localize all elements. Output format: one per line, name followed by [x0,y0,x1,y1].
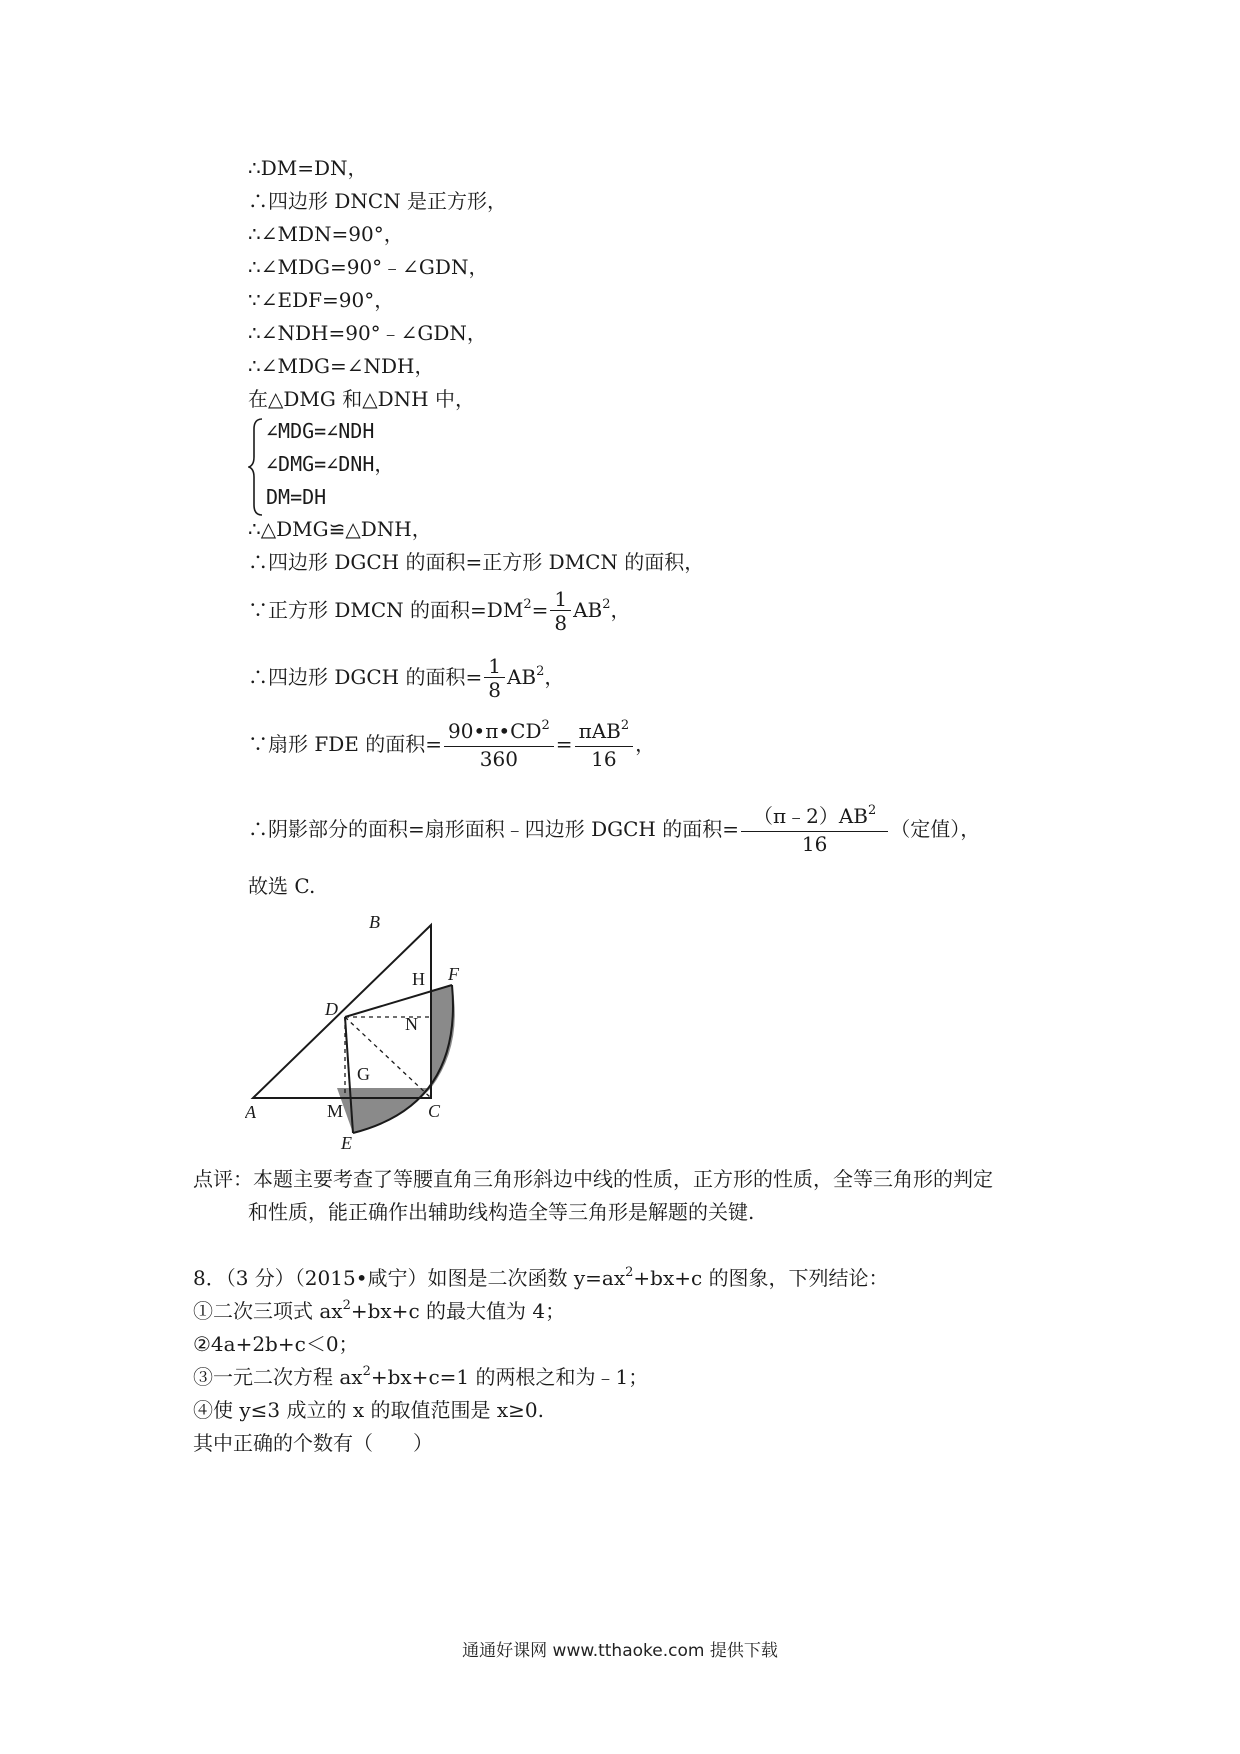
question-8-option-1: ①二次三项式 $ax^2+bx+c$ 的最大值为 4； [193,1298,566,1323]
solution-line-1: ∴DM=DN， [248,156,368,180]
label-a: A [245,1102,256,1122]
sector-area-line: ∵扇形 FDE 的面积= $\frac{90•\pi•CD^2}{360}$ = $\frac{\pi AB^2}{16}$ ， [248,718,656,771]
area-equal-line: ∴四边形 DGCH 的面积=正方形 DMCN 的面积， [248,550,705,574]
answer-line: 故选 C. [248,874,316,898]
solution-line-8: 在△DMG 和△DNH 中， [248,387,475,411]
equation-system [248,415,508,515]
left-brace [248,417,264,517]
fraction-sector-2: $\frac{\pi AB^2}{16}$ [575,720,634,771]
system-eq-2: ∠DMG=∠DNH， [266,452,395,476]
question-8-ask: 其中正确的个数有（ ） [193,1431,433,1455]
geometry-figure [245,905,485,1150]
question-8-stem: 8．（3 分）（2015•咸宁）如图是二次函数 $y=ax^2+bx+c$ 的图象，下列结论： [193,1265,889,1290]
question-8-option-4: ④使 y≤3 成立的 x 的取值范围是 x≥0. [193,1398,544,1422]
question-8-option-3: ③一元二次方程 $ax^2+bx+c=1$ 的两根之和为﹣1； [193,1364,649,1389]
question-8-option-2: ②4a+2b+c＜0； [193,1332,359,1356]
page-footer: 通通好课网 www.tthaoke.com 提供下载 [462,1641,778,1661]
fraction-one-eighth: $\frac{1}{8}$ [550,588,571,635]
label-c: C [428,1101,441,1121]
system-eq-3: DM=DH [266,485,327,509]
label-h: H [412,969,425,989]
fraction-shaded: $\frac{(\pi﹣2)AB^2}{16}$ [741,805,888,856]
solution-line-6: ∴∠NDH=90°﹣∠GDN， [248,321,487,345]
fraction-sector-1: $\frac{90•\pi•CD^2}{360}$ [444,720,554,771]
comment-line-1: 点评：本题主要考查了等腰直角三角形斜边中线的性质，正方形的性质，全等三角形的判定 [193,1167,993,1191]
label-e: E [341,1133,352,1150]
solution-line-5: ∵∠EDF=90°， [248,288,395,312]
solution-line-7: ∴∠MDG=∠NDH， [248,354,435,378]
congruent-line: ∴△DMG≌△DNH， [248,517,432,541]
segment-dc [345,1017,431,1098]
solution-line-3: ∴∠MDN=90°， [248,222,404,246]
fraction-one-eighth-2: $\frac{1}{8}$ [484,655,505,702]
label-b: B [369,912,380,932]
square-area-line: ∵正方形 DMCN 的面积$=DM^2=$ $\frac{1}{8}$ $AB^2$， [248,587,631,635]
comment-line-2: 和性质，能正确作出辅助线构造全等三角形是解题的关键. [248,1200,755,1224]
system-eq-1: ∠MDG=∠NDH [266,419,375,443]
label-f: F [448,964,459,984]
quad-area-line: ∴四边形 DGCH 的面积= $\frac{1}{8}$ $AB^2$， [248,654,565,702]
solution-line-2: ∴四边形 DNCN 是正方形， [248,189,508,213]
shaded-area-line: ∴阴影部分的面积=扇形面积﹣四边形 DGCH 的面积= $\frac{(\pi﹣2)AB^2}{16}$ （定值）， [248,803,981,856]
solution-line-4: ∴∠MDG=90°﹣∠GDN， [248,255,489,279]
label-g: G [357,1064,370,1084]
label-d: D [325,999,338,1019]
label-n: N [405,1014,418,1034]
label-m: M [327,1101,344,1121]
